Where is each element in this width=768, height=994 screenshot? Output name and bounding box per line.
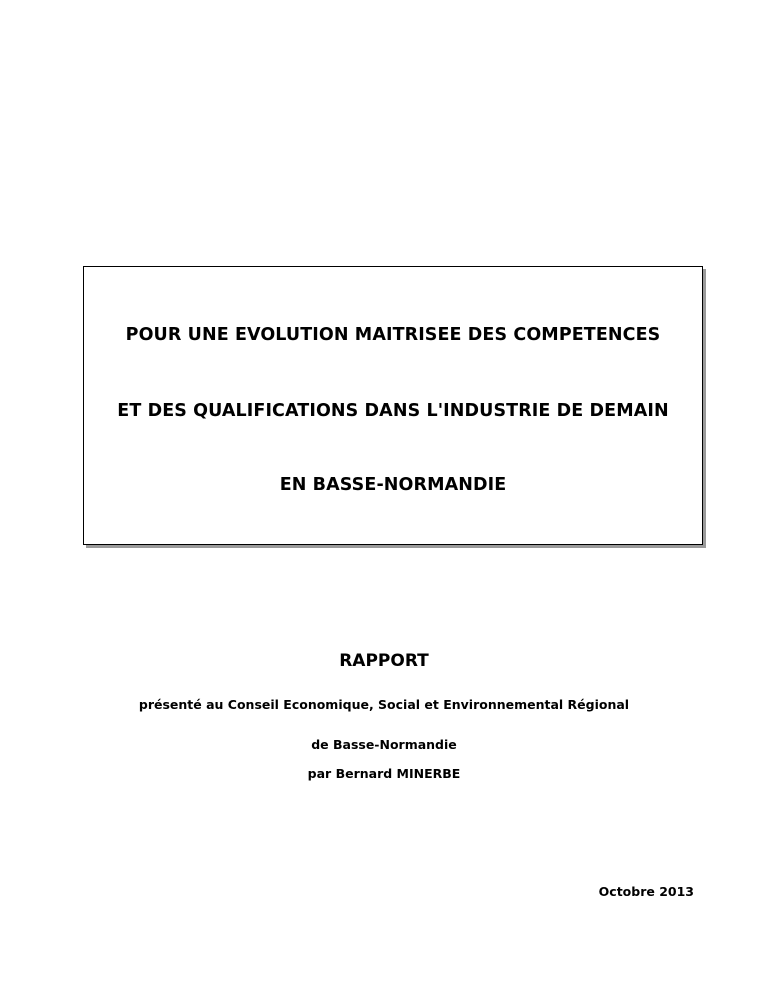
- presented-to-line: présenté au Conseil Economique, Social et Environnemental Régional: [138, 697, 630, 712]
- title-box: [83, 266, 703, 545]
- title-line-2: ET DES QUALIFICATIONS DANS L'INDUSTRIE DE DEMAIN: [117, 401, 669, 421]
- report-date: Octobre 2013: [598, 884, 694, 899]
- author-line: par Bernard MINERBE: [307, 766, 461, 781]
- report-heading: RAPPORT: [339, 651, 429, 671]
- region-line: de Basse-Normandie: [311, 737, 457, 752]
- title-line-3: EN BASSE-NORMANDIE: [279, 475, 507, 495]
- title-line-1: POUR UNE EVOLUTION MAITRISEE DES COMPETENCES: [125, 325, 661, 345]
